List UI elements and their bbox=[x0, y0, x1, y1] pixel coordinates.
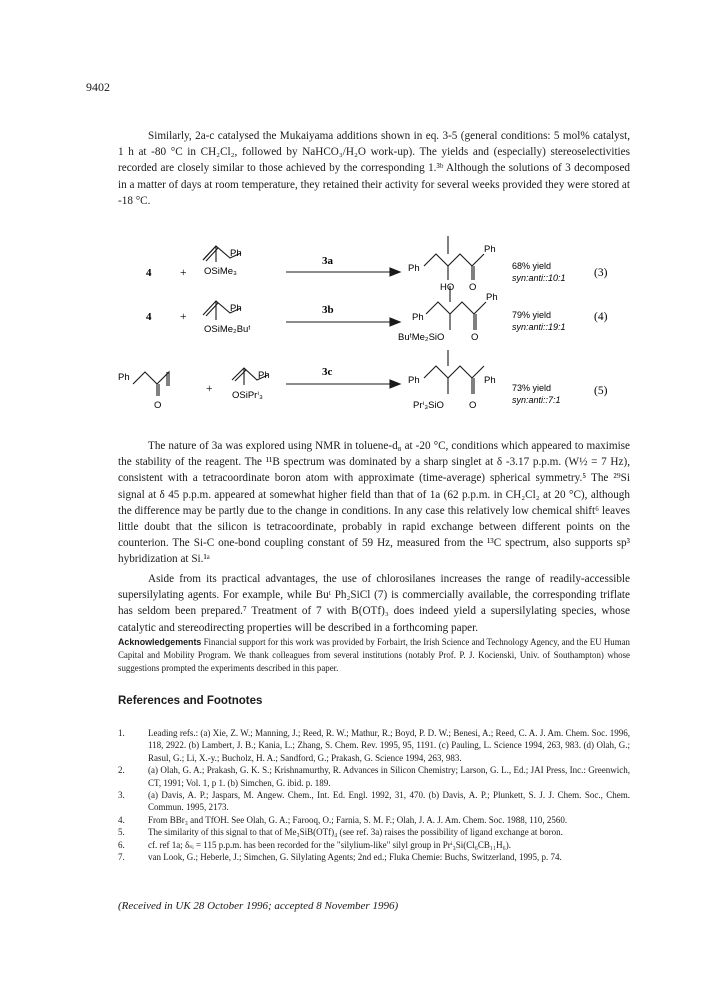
reference-item bbox=[118, 826, 630, 838]
reference-text: Leading refs.: (a) Xie, Z. W.; Manning, J.; Reed, R. W.; Mathur, R.; Boyd, P. D. W.; Benesi, A.; Reed, C. A. J. Am. Chem. Soc. 1996, 118, 2922. (b) Lambert, J. B.; Kania, L.; Zhang, S. Chem. Rev. 1995, 95, 1191. (c) Pauling, L. Science 1994, 263, 983. (d) Olah, G.; Rasul, G.; Li, X.-y.; Bucholz, H. A.; Sandford, G.; Prakash, G. Science 1994, 263, 983. bbox=[148, 728, 630, 763]
product-silyl-ether-2: BuᵗMe₂SiO bbox=[398, 332, 445, 343]
reference-text: cf. ref 1a; δₛᵢ = 115 p.p.m. has been recorded for the "silylium-like" silyl group in Prⁱ₃Si(Cl₆CB₁₁H₆). bbox=[148, 839, 512, 850]
reference-item bbox=[118, 814, 630, 826]
reference-text: van Look, G.; Heberle, J.; Simchen, G. Silylating Agents; 2nd ed.; Fluka Chemie: Buchs, Switzerland, 1995, p. 74. bbox=[148, 852, 562, 863]
references-list bbox=[118, 727, 630, 863]
product-ph-left-1: Ph bbox=[408, 263, 420, 274]
paragraph-chlorosilanes: Aside from its practical advantages, the use of chlorosilanes increases the range of readily-accessible supersilylating agents. For example, while Buᵗ Ph₂SiCl (7) is commercially available, the corresponding triflate has seldom been prepared.⁷ Treatment of 7 with B(OTf)₃ does indeed yield a supersilylating species, whose catalytic and stereodirecting properties will be described in a forthcoming paper. bbox=[118, 573, 630, 634]
reference-text: (a) Olah, G. A.; Prakash, G. K. S.; Krishnamurthy, R. Advances in Silicon Chemistry; Larson, G. L., Ed.; JAI Press, Inc.: Greenwich, CT, 1991; Vol. 1, p 1. (b) Simchen, G. ibid. p. 189. bbox=[148, 765, 630, 788]
reference-number: 3. bbox=[118, 790, 125, 801]
plus-1: + bbox=[180, 267, 187, 279]
acknowledgements-text: Financial support for this work was provided by Forbairt, the Irish Science and Technology Agency, and the EU Human Capital and Mobility Program. We thank colleagues from several institutions (notably Prof. P. J. Kocienski, Univ. of Southampton) whose suggestions prompted the experiments described in this paper. bbox=[118, 637, 630, 673]
plus-2: + bbox=[180, 311, 187, 323]
reagent-ph-2: Ph bbox=[230, 303, 242, 314]
references-heading: References and Footnotes bbox=[118, 695, 263, 707]
equation-number-5: (5) bbox=[594, 385, 608, 397]
reactant-number-2: 4 bbox=[146, 311, 152, 323]
product-skeleton-1 bbox=[424, 254, 484, 266]
selectivity-2: syn:anti::19:1 bbox=[512, 322, 566, 332]
reference-number: 5. bbox=[118, 827, 125, 838]
silyl-group-2: OSiMe₂Buᵗ bbox=[204, 324, 251, 335]
reference-item bbox=[118, 764, 630, 789]
catalyst-3c: 3c bbox=[322, 366, 333, 378]
ketone-ph: Ph bbox=[118, 372, 130, 383]
page-number: 9402 bbox=[86, 80, 110, 94]
ketone-reactant-3 bbox=[133, 372, 169, 386]
yield-3: 73% yield bbox=[512, 383, 552, 393]
reference-number: 4. bbox=[118, 814, 125, 825]
received-dates: (Received in UK 28 October 1996; accepted 8 November 1996) bbox=[118, 900, 399, 912]
ketone-o: O bbox=[154, 400, 162, 411]
reference-text: From BBr₃ and TfOH. See Olah, G. A.; Farooq, O.; Farnia, S. M. F.; Olah, J. A. J. Am. Chem. Soc. 1988, 110, 2560. bbox=[148, 814, 568, 825]
product-ph-right-1: Ph bbox=[484, 244, 496, 255]
reference-item bbox=[118, 851, 630, 863]
silyl-group-1: OSiMe₃ bbox=[204, 266, 237, 277]
reference-item bbox=[118, 839, 630, 851]
catalyst-3a: 3a bbox=[322, 255, 333, 267]
yield-2: 79% yield bbox=[512, 310, 552, 320]
yield-1: 68% yield bbox=[512, 261, 552, 271]
product-ph-left-2: Ph bbox=[412, 312, 424, 323]
reference-item bbox=[118, 789, 630, 814]
product-carbonyl-2: O bbox=[471, 332, 479, 343]
product-ph-right-2: Ph bbox=[486, 292, 498, 303]
product-ph-right-3: Ph bbox=[484, 375, 496, 386]
product-skeleton-3 bbox=[424, 366, 484, 378]
product-silyl-ether-3: Prⁱ₃SiO bbox=[413, 400, 444, 411]
plus-3: + bbox=[206, 383, 213, 395]
reagent-ph-1: Ph bbox=[230, 248, 242, 259]
reactant-number-1: 4 bbox=[146, 267, 152, 279]
reference-item bbox=[118, 727, 630, 764]
reference-number: 7. bbox=[118, 852, 125, 863]
reference-text: (a) Davis, A. P.; Jaspars, M. Angew. Chem., Int. Ed. Engl. 1992, 31, 470. (b) Davis, A. P.; Plunkett, S. J. J. Chem. Soc., Chem. Commun. 1995, 2173. bbox=[148, 790, 630, 813]
paragraph-nmr: The nature of 3a was explored using NMR in toluene-d₈ at -20 °C, conditions which appeared to maximise the stability of the reagent. The ¹¹B spectrum was dominated by a sharp singlet at δ -3.17 p.p.m. (W½ = 7 Hz), consistent with a tetracoordinate boron atom with approximate (time-average) spherical symmetry.⁵ The ²⁹Si signal at δ 45 p.p.m. appeared at somewhat higher field than that of 1a (62 p.p.m. in CH₂Cl₂ at 20 °C), although the difference may be partly due to the change in conditions. In any case this relatively low chemical shift⁶ leaves little doubt that the silicon is tetracoordinate, probably in rapid exchange between different points on the counterion. The Si-C one-bond coupling constant of 59 Hz, measured from the ¹³C spectrum, also supports sp³ hybridization at Si.¹ᵃ bbox=[118, 440, 630, 566]
selectivity-3: syn:anti::7:1 bbox=[512, 395, 561, 405]
reaction-scheme bbox=[0, 0, 720, 430]
product-carbonyl-3: O bbox=[469, 400, 477, 411]
product-carbonyl-1: O bbox=[469, 282, 477, 293]
acknowledgements-heading: Acknowledgements bbox=[118, 637, 202, 647]
selectivity-1: syn:anti::10:1 bbox=[512, 273, 566, 283]
product-ph-left-3: Ph bbox=[408, 375, 420, 386]
reagent-ph-3: Ph bbox=[258, 370, 270, 381]
acknowledgements bbox=[118, 636, 630, 675]
product-hydroxy-1: HO bbox=[440, 282, 455, 293]
equation-number-4: (4) bbox=[594, 311, 608, 323]
reference-number: 2. bbox=[118, 765, 125, 776]
equation-number-3: (3) bbox=[594, 267, 608, 279]
silyl-group-3: OSiPrⁱ₃ bbox=[232, 390, 263, 401]
catalyst-3b: 3b bbox=[322, 304, 334, 316]
reference-text: The similarity of this signal to that of Me₃SiB(OTf)₄ (see ref. 3a) raises the possibility of ligand exchange at boron. bbox=[148, 827, 563, 838]
product-skeleton-2 bbox=[426, 302, 486, 314]
reference-number: 1. bbox=[118, 728, 125, 738]
reference-number: 6. bbox=[118, 839, 125, 850]
paragraph-mukaiyama: Similarly, 2a-c catalysed the Mukaiyama additions shown in eq. 3-5 (general conditions: 5 mol% catalyst, 1 h at -80 °C in CH₂Cl₂, followed by NaHCO₃/H₂O work-up). The yields and (especially) stereoselectivities recorded are closely similar to those achieved by the corresponding 1.³ᵇ Although the solutions of 3 decomposed in a matter of days at room temperature, they retained their activity for several weeks provided they were stored at -18 °C. bbox=[118, 130, 630, 207]
